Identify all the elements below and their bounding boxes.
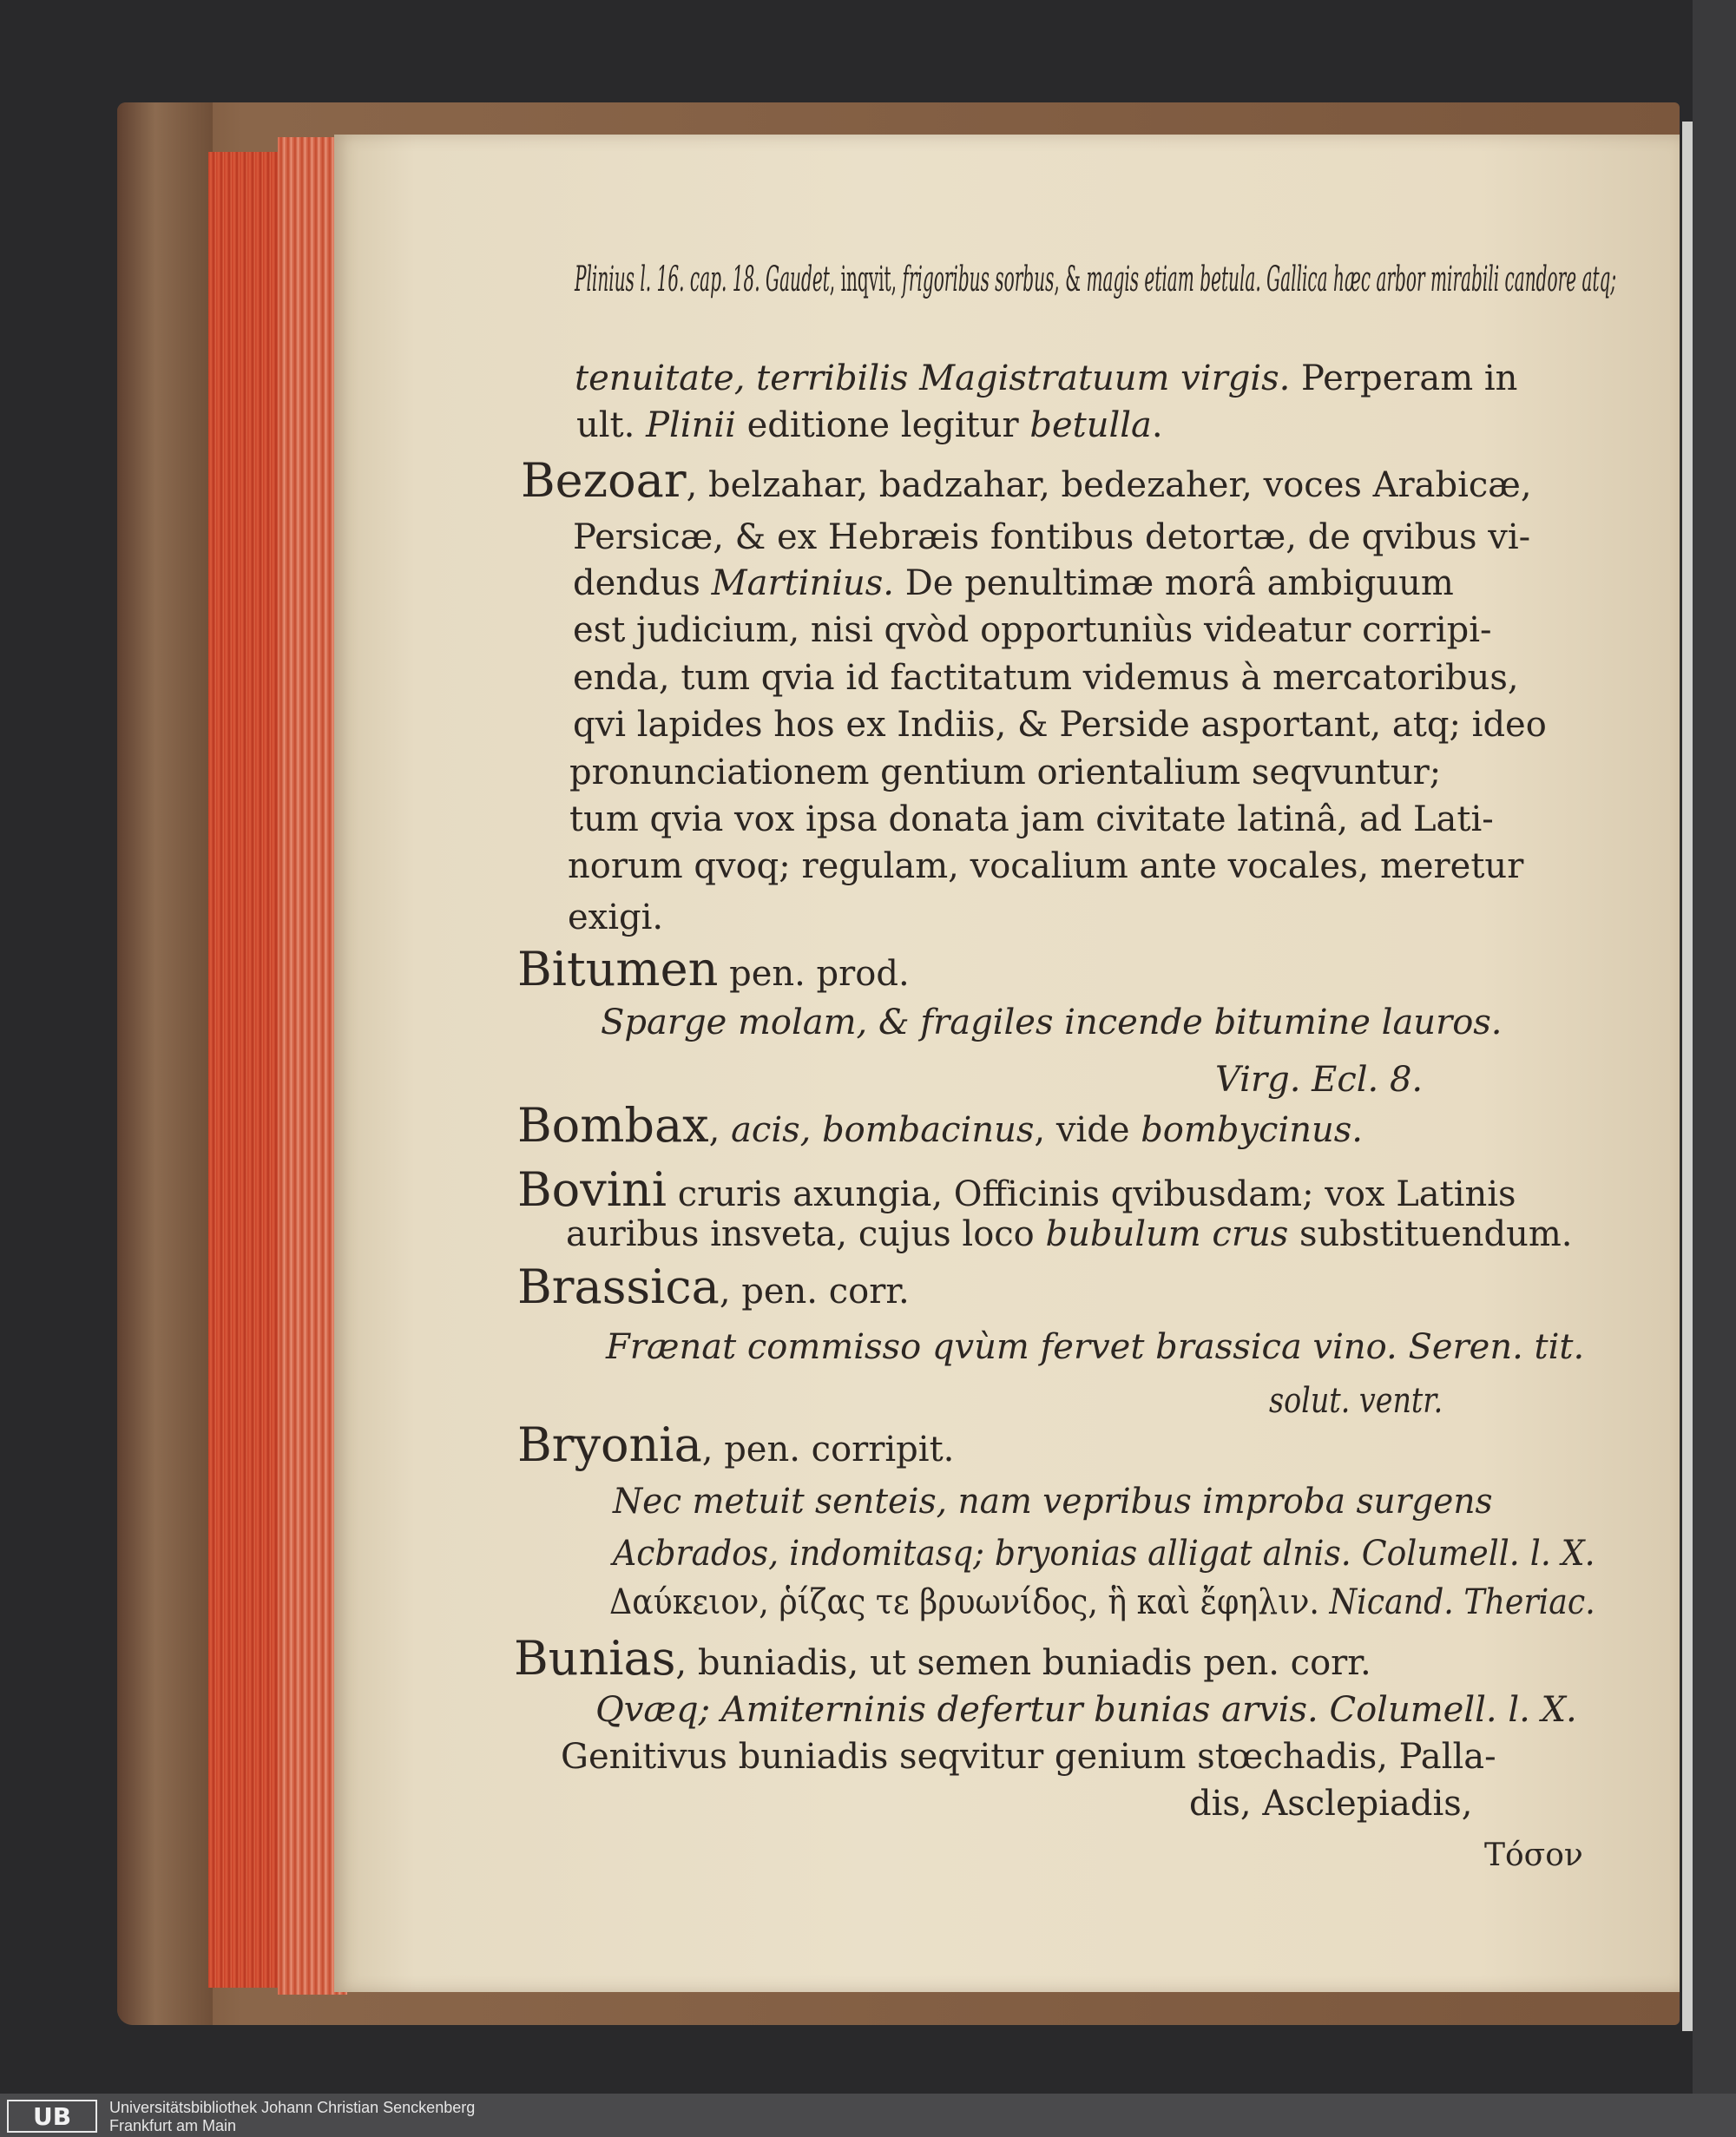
text-segment: Genitivus buniadis seqvitur genium stœchadis, Palla- — [561, 1737, 1496, 1777]
italic-segment: Virg. Ecl. 8. — [1215, 1060, 1424, 1100]
text-segment: Τόσον — [1484, 1838, 1583, 1873]
text-segment: tum qvia vox ipsa donata jam civitate latinâ, ad Lati- — [569, 799, 1494, 839]
catchword — [1484, 1840, 1597, 1871]
text-line — [517, 1098, 1368, 1153]
text-segment: , inqvit, — [829, 260, 903, 299]
text-segment: qvi lapides hos ex Indiis, & Perside asportant, atq; ideo — [573, 705, 1547, 745]
italic-segment: tenuitate, terribilis Magistratuum virgis. — [575, 358, 1291, 398]
text-segment: norum qvoq; regulam, vocalium ante vocales, meretur — [568, 846, 1524, 886]
entry-headword: Bezoar — [521, 453, 687, 508]
scanner-edge — [1693, 0, 1736, 2094]
text-line — [1269, 1381, 1443, 1421]
entry-headword: Bombax — [517, 1098, 709, 1153]
text-segment: auribus insveta, cujus loco — [566, 1214, 1046, 1254]
text-line — [573, 658, 1613, 698]
text-line — [576, 405, 1253, 445]
text-line — [613, 1534, 1595, 1574]
text-segment: pronunciationem gentium orientalium seqvuntur; — [569, 753, 1442, 792]
italic-segment: magis etiam betula. Gallica hæc arbor mirabili candore atq; — [1086, 260, 1617, 299]
italic-segment: bubulum crus — [1045, 1214, 1289, 1254]
text-line — [517, 942, 934, 996]
entry-headword: Bunias — [514, 1631, 676, 1686]
text-line — [1189, 1784, 1502, 1824]
italic-segment: Plinius l. 16. cap. 18. — [575, 260, 760, 299]
text-line — [517, 1417, 1003, 1472]
text-line — [561, 1737, 1594, 1777]
text-line — [575, 260, 1617, 299]
italic-segment: Plinii — [646, 405, 736, 445]
text-segment: . — [1151, 405, 1163, 445]
text-line — [521, 453, 1613, 508]
text-segment: , pen. corripit. — [701, 1430, 955, 1470]
italic-segment: Acbrados, indomitasq; bryonias alligat alnis. Columell. l. X. — [613, 1534, 1595, 1574]
text-segment: ult. — [576, 405, 647, 445]
text-segment: enda, tum qvia id factitatum videmus à mercatoribus, — [573, 658, 1519, 698]
italic-segment: Sparge molam, & fragiles incende bitumine lauros. — [601, 1003, 1503, 1042]
text-segment: , pen. corr. — [719, 1272, 910, 1312]
book-spine — [117, 102, 213, 2025]
text-segment: , — [708, 1110, 732, 1150]
italic-segment: frigoribus sorbus — [902, 260, 1055, 299]
footer-city: Frankfurt am Main — [109, 2117, 237, 2134]
text-line — [595, 1690, 1595, 1730]
text-segment: editione legitur — [735, 405, 1030, 445]
italic-segment: acis, bombacinus — [731, 1110, 1035, 1150]
text-segment: est judicium, nisi qvòd opportuniùs videatur corripi- — [573, 610, 1492, 650]
entry-headword: Brassica — [517, 1259, 720, 1314]
text-line — [609, 1582, 1595, 1622]
text-segment: , & — [1054, 260, 1087, 299]
text-segment: , belzahar, badzahar, bedezaher, voces Arabicæ, — [686, 465, 1532, 505]
text-segment: pen. prod. — [718, 954, 910, 994]
text-segment: substituendum. — [1288, 1214, 1573, 1254]
text-line — [1215, 1060, 1432, 1100]
text-line — [606, 1327, 1599, 1367]
text-line — [601, 1005, 1581, 1040]
text-line — [517, 1162, 1597, 1217]
scanner-glass-edge — [1682, 122, 1693, 2031]
text-line — [573, 517, 1613, 557]
footer-institution: Universitätsbibliothek Johann Christian Senckenberg — [109, 2099, 476, 2116]
text-segment: cruris axungia, Officinis qvibusdam; vox Latinis — [667, 1174, 1516, 1214]
text-segment: Persicæ, & ex Hebræis fontibus detortæ, de qvibus vi- — [573, 517, 1531, 557]
text-line — [568, 900, 672, 935]
entry-headword: Bryonia — [517, 1417, 702, 1472]
italic-segment: betulla — [1029, 405, 1152, 445]
italic-segment: bombycinus. — [1141, 1110, 1363, 1150]
text-line — [568, 846, 1608, 886]
text-segment: De penultimæ morâ ambiguum — [894, 563, 1454, 603]
text-line — [569, 755, 1609, 790]
text-segment: dendus — [573, 563, 712, 603]
text-line — [575, 358, 1608, 398]
italic-segment: Nec metuit senteis, nam vepribus improba surgens — [613, 1482, 1493, 1522]
text-segment: Perperam in — [1290, 358, 1518, 398]
text-line — [514, 1631, 1443, 1686]
italic-segment: Frænat commisso qvùm fervet brassica vino. Seren. tit. — [606, 1327, 1585, 1367]
text-line — [573, 563, 1613, 603]
italic-segment: Gaudet — [760, 260, 830, 299]
text-segment: , vide — [1034, 1110, 1141, 1150]
entry-headword: Bovini — [517, 1162, 667, 1217]
text-line — [573, 705, 1613, 745]
text-line — [613, 1482, 1493, 1522]
text-line — [517, 1259, 969, 1314]
italic-segment: Nicand. Theriac. — [1318, 1582, 1595, 1622]
italic-segment: Martinius. — [711, 563, 895, 603]
ub-logo: UB — [7, 2100, 97, 2133]
text-segment: exigi. — [568, 898, 664, 937]
text-line — [566, 1214, 1597, 1254]
text-segment: dis, Asclepiadis, — [1189, 1784, 1473, 1824]
text-segment: Δαύκειον, ῥίζας τε βρυωνίδος, ἣ καὶ ἔφηλιν. — [609, 1582, 1319, 1622]
text-line — [569, 799, 1609, 839]
italic-segment: solut. ventr. — [1269, 1381, 1443, 1421]
text-segment: , buniadis, ut semen buniadis pen. corr. — [675, 1643, 1371, 1683]
entry-headword: Bitumen — [517, 942, 719, 996]
text-line — [573, 610, 1613, 650]
italic-segment: Qvæq; Amiterninis defertur bunias arvis. Columell. l. X. — [595, 1690, 1577, 1730]
